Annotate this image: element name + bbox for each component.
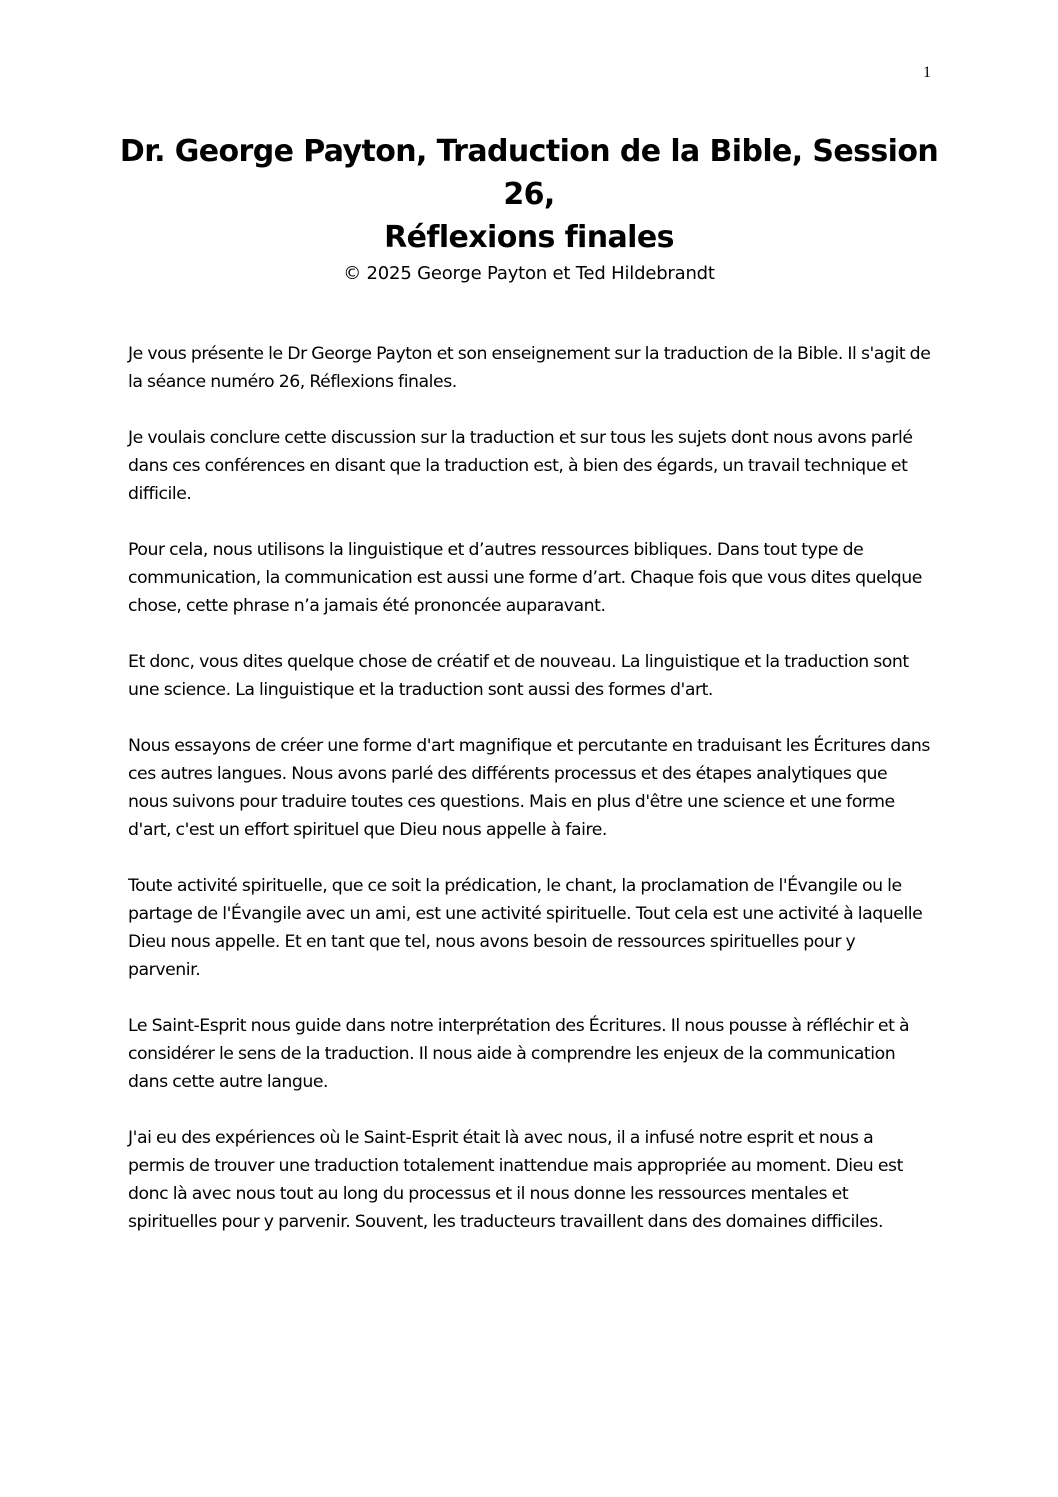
paragraph: Pour cela, nous utilisons la linguistique et d’autres ressources bibliques. Dans tout type de communication, la communication est aussi une forme d’art. Chaque fois que vous dites quelque chose, cette phrase n’a jamais été prononcée auparavant. xyxy=(128,540,922,616)
copyright-line: © 2025 George Payton et Ted Hildebrandt xyxy=(343,263,715,284)
paragraph: Je vous présente le Dr George Payton et son enseignement sur la traduction de la Bible. Il s'agit de la séance numéro 26, Réflexions finales. xyxy=(128,344,931,392)
paragraph: Et donc, vous dites quelque chose de créatif et de nouveau. La linguistique et la traduction sont une science. La linguistique et la traduction sont aussi des formes d'art. xyxy=(128,652,909,700)
paragraph: J'ai eu des expériences où le Saint-Esprit était là avec nous, il a infusé notre esprit et nous a permis de trouver une traduction totalement inattendue mais appropriée au moment. Dieu est donc là avec nous tout au long du processus et il nous donne les ressources mentales et spirituelles pour y parvenir. Souvent, les traducteurs travaillent dans des domaines difficiles. xyxy=(128,1128,903,1232)
title-line-1: Dr. George Payton, Traduction de la Bible, Session xyxy=(119,134,939,169)
page-number: 1 xyxy=(923,64,931,81)
paragraph: Toute activité spirituelle, que ce soit la prédication, le chant, la proclamation de l'Évangile ou le partage de l'Évangile avec un ami, est une activité spirituelle. Tout cela est une activité à laquelle Dieu nous appelle. Et en tant que tel, nous avons besoin de ressources spirituelles pour y parvenir. xyxy=(128,876,923,980)
paragraph: Je voulais conclure cette discussion sur la traduction et sur tous les sujets dont nous avons parlé dans ces conférences en disant que la traduction est, à bien des égards, un travail technique et difficile. xyxy=(128,428,913,504)
paragraph: Nous essayons de créer une forme d'art magnifique et percutante en traduisant les Écritures dans ces autres langues. Nous avons parlé des différents processus et des étapes analytiques que nous suivons pour traduire toutes ces questions. Mais en plus d'être une science et une forme d'art, c'est un effort spirituel que Dieu nous appelle à faire. xyxy=(128,736,930,840)
title-line-2: 26, xyxy=(503,177,555,212)
title-line-3: Réflexions finales xyxy=(384,220,674,255)
paragraph: Le Saint-Esprit nous guide dans notre interprétation des Écritures. Il nous pousse à réfléchir et à considérer le sens de la traduction. Il nous aide à comprendre les enjeux de la communication dans cette autre langue. xyxy=(128,1016,910,1092)
document-body xyxy=(128,340,931,1264)
document-header xyxy=(100,130,958,287)
